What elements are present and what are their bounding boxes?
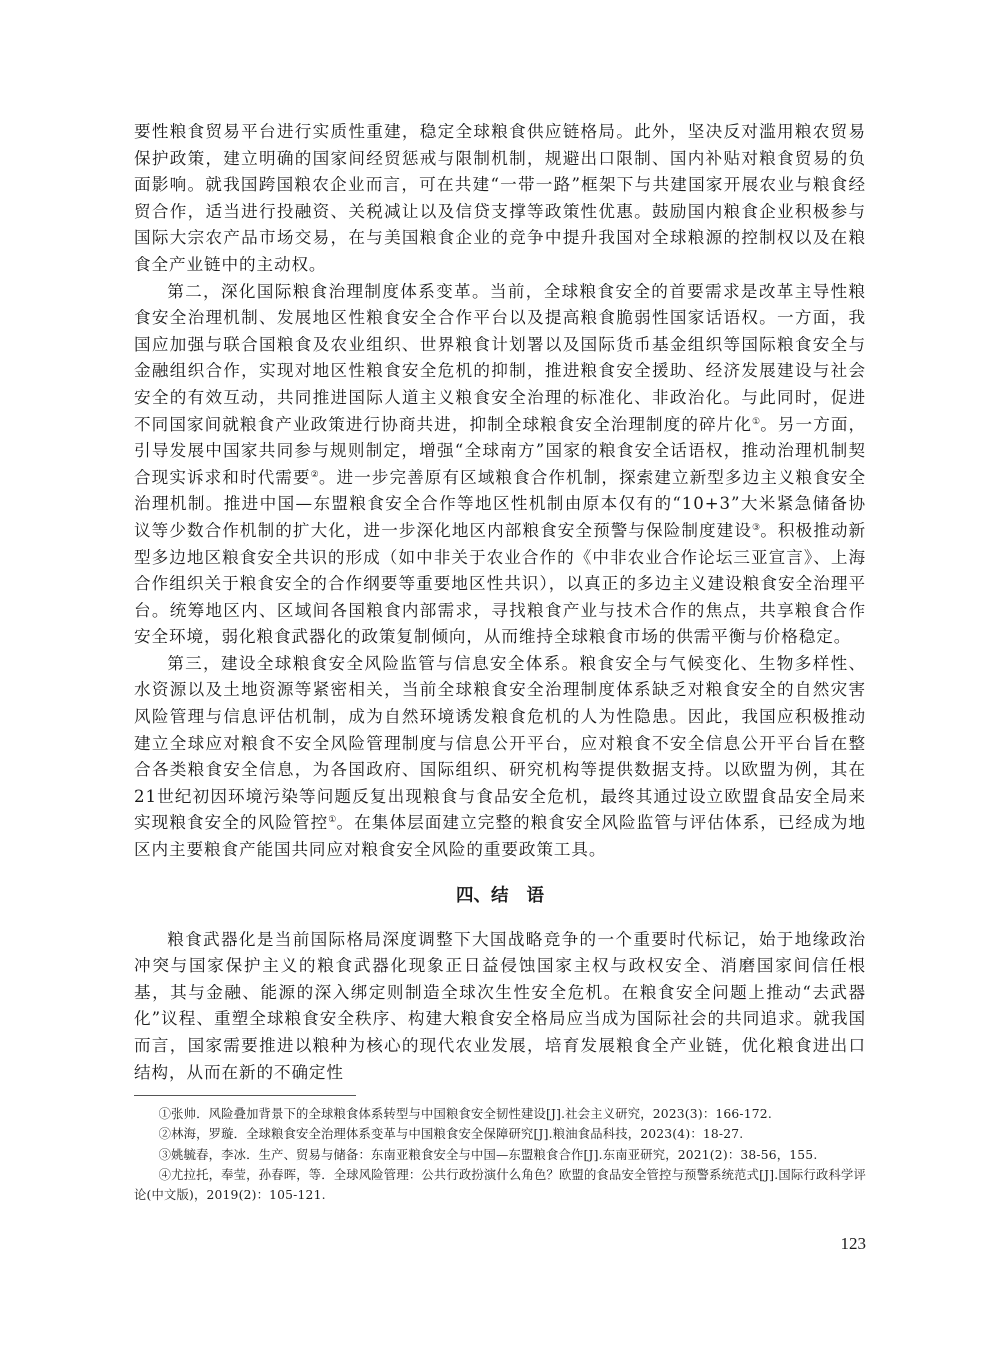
- footnote: ②林海，罗璇．全球粮食安全治理体系变革与中国粮食安全保障研究[J].粮油食品科技，2023(4)：18-27.: [158, 1127, 744, 1142]
- body-paragraph: [134, 651, 866, 864]
- footnote: ③姚毓春，李冰．生产、贸易与储备：东南亚粮食安全与中国—东盟粮食合作[J].东南亚研究，2021(2)：38-56，155.: [158, 1147, 818, 1162]
- footnote: ①张帅．风险叠加背景下的全球粮食体系转型与中国粮食安全韧性建设[J].社会主义研究，2023(3)：166-172.: [158, 1107, 772, 1122]
- footnote: ④尤拉托，奉莹，孙春晖，等．全球风险管理：公共行政扮演什么角色？欧盟的食品安全管控与预警系统范式[J].国际行政科学评论(中文版)，2019(2)：105-121.: [134, 1168, 866, 1203]
- paragraph-text: 粮食武器化是当前国际格局深度调整下大国战略竞争的一个重要时代标记，始于地缘政治冲突与国家保护主义的粮食武器化现象正日益侵蚀国家主权与政权安全、消磨国家间信任根基，其与金融、能源的深入绑定则制造全球次生性安全危机。在粮食安全问题上推动“去武器化”议程、重塑全球粮食安全秩序、构建大粮食安全格局应当成为国际社会的共同追求。就我国而言，国家需要推进以粮种为核心的现代农业发展，培育发展粮食全产业链，优化粮食进出口结构，从而在新的不确定性: [134, 929, 866, 1082]
- footnote-divider: [134, 1095, 356, 1096]
- paragraph-text: 。积极推动新型多边地区粮食安全共识的形成（如中非关于农业合作的《中非农业合作论坛三亚宣言》、上海合作组织关于粮食安全的合作纲要等重要地区性共识），以真正的多边主义建设粮食安全治理平台。统筹地区内、区域间各国粮食内部需求，寻找粮食产业与技术合作的焦点，共享粮食合作安全环境，弱化粮食武器化的政策复制倾向，从而维持全球粮食市场的供需平衡与价格稳定。: [134, 520, 866, 647]
- footnote-ref[interactable]: ①: [751, 416, 761, 427]
- footnote-ref[interactable]: ①: [328, 815, 337, 826]
- section-heading: [134, 883, 866, 909]
- paragraph-text: 第二，深化国际粮食治理制度体系变革。当前，全球粮食安全的首要需求是改革主导性粮食安全治理机制、发展地区性粮食安全合作平台以及提高粮食脆弱性国家话语权。一方面，我国应加强与联合国粮食及农业组织、世界粮食计划署以及国际货币基金组织等国际粮食安全与金融组织合作，实现对地区性粮食安全危机的抑制，推进粮食安全援助、经济发展建设与社会安全的有效互动，共同推进国际人道主义粮食安全治理的标准化、非政治化。与此同时，促进不同国家间就粮食产业政策进行协商共进，抑制全球粮食安全治理制度的碎片化: [134, 281, 866, 434]
- paragraph-text: 。另一方面，引导发展中国家共同参与规则制定，增强“全球南方”国家的粮食安全话语权，推动治理机制契合现实诉求和时代需要: [134, 414, 866, 487]
- body-paragraph: [134, 279, 866, 651]
- body-paragraph: [134, 119, 866, 279]
- paragraph-text: 。在集体层面建立完整的粮食安全风险监管与评估体系，已经成为地区内主要粮食产能国共同应对粮食安全风险的重要政策工具。: [134, 813, 866, 860]
- footnote-ref[interactable]: ③: [751, 522, 761, 533]
- section-heading-part: 语: [526, 885, 544, 906]
- body-paragraph: [134, 927, 866, 1087]
- section-heading-part: 四、结: [456, 885, 509, 906]
- paragraph-text: 。进一步完善原有区域粮食合作机制，探索建立新型多边主义粮食安全治理机制。推进中国—东盟粮食安全合作等地区性机制由原本仅有的“10+3”大米紧急储备协议等少数合作机制的扩大化，进一步深化地区内部粮食安全预警与保险制度建设: [134, 467, 866, 540]
- page-number: 123: [840, 1234, 866, 1253]
- footnote-ref[interactable]: ②: [310, 469, 319, 480]
- document-page: [134, 119, 866, 1206]
- paragraph-text: 第三，建设全球粮食安全风险监管与信息安全体系。粮食安全与气候变化、生物多样性、水资源以及土地资源等紧密相关，当前全球粮食安全治理制度体系缺乏对粮食安全的自然灾害风险管理与信息评估机制，成为自然环境诱发粮食危机的人为性隐患。因此，我国应积极推动建立全球应对粮食不安全风险管理制度与信息公开平台，应对粮食不安全信息公开平台旨在整合各类粮食安全信息，为各国政府、国际组织、研究机构等提供数据支持。以欧盟为例，其在21世纪初因环境污染等问题反复出现粮食与食品安全危机，最终其通过设立欧盟食品安全局来实现粮食安全的风险管控: [134, 653, 866, 833]
- paragraph-text: 要性粮食贸易平台进行实质性重建，稳定全球粮食供应链格局。此外，坚决反对滥用粮农贸易保护政策，建立明确的国家间经贸惩戒与限制机制，规避出口限制、国内补贴对粮食贸易的负面影响。就我国跨国粮农企业而言，可在共建“一带一路”框架下与共建国家开展农业与粮食经贸合作，适当进行投融资、关税减让以及信贷支撑等政策性优惠。鼓励国内粮食企业积极参与国际大宗农产品市场交易，在与美国粮食企业的竞争中提升我国对全球粮源的控制权以及在粮食全产业链中的主动权。: [134, 122, 866, 274]
